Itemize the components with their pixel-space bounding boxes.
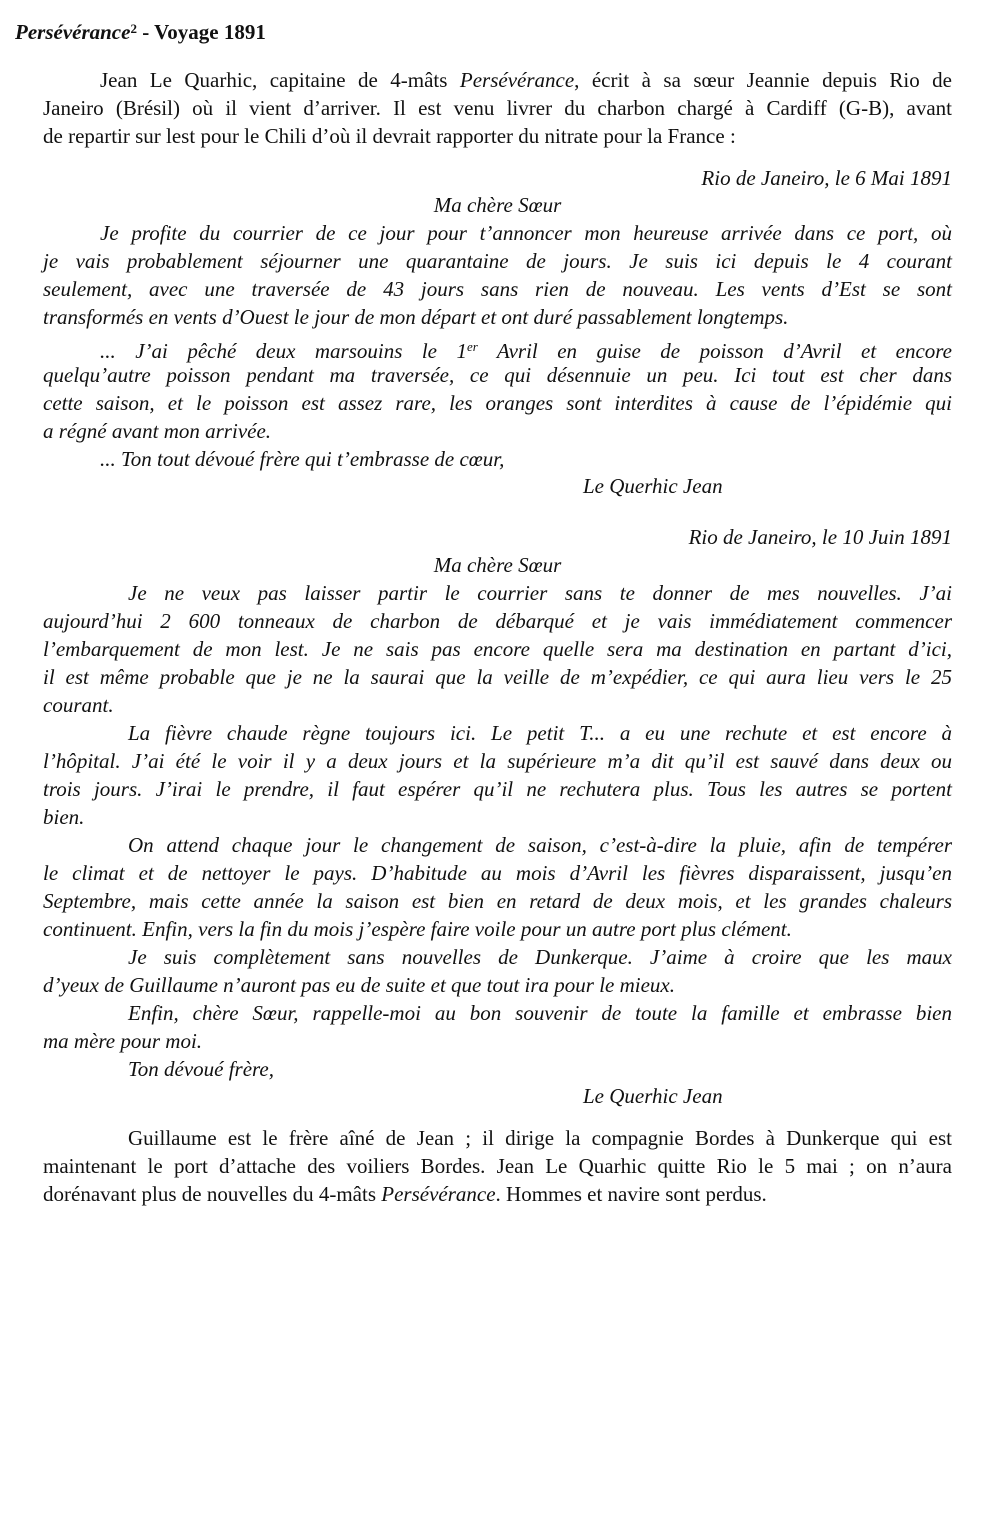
letter1-line: transformés en vents d’Ouest le jour de mon départ et ont duré passablement longtemps.	[43, 305, 789, 329]
epilogue-line-2: maintenant le port d’attache des voiliers Bordes. Jean Le Quarhic quitte Rio le 5 mai ; on n’aura	[43, 1154, 952, 1178]
intro-line-1: Jean Le Quarhic, capitaine de 4-mâts Persévérance, écrit à sa sœur Jeannie depuis Rio de	[100, 68, 952, 92]
letter2-line: le climat et de nettoyer le pays. D’habitude au mois d’Avril les fièvres disparaissent, jusqu’en	[43, 861, 952, 885]
letter1-p2-line: quelqu’autre poisson pendant ma traversée, ce qui désennuie un peu. Ici tout est cher dans	[43, 363, 952, 387]
intro-line-3: de repartir sur lest pour le Chili d’où il devrait rapporter du nitrate pour la France :	[43, 124, 736, 148]
letter2-line: Septembre, mais cette année la saison est bien en retard de deux mois, et les grandes chaleurs	[43, 889, 952, 913]
letter2-line: ma mère pour moi.	[43, 1029, 203, 1053]
letter1-signature: Le Querhic Jean	[583, 474, 723, 498]
letter2-line: courant.	[43, 693, 114, 717]
letter2-line: bien.	[43, 805, 85, 829]
letter2-line: d’yeux de Guillaume n’auront pas eu de suite et que tout ira pour le mieux.	[43, 973, 675, 997]
letter2-line: Enfin, chère Sœur, rappelle-moi au bon souvenir de toute la famille et embrasse bien	[128, 1001, 952, 1025]
letter2-line: l’embarquement de mon lest. Je ne sais pas encore quelle sera ma destination en partant d’ici,	[43, 637, 952, 661]
letter1-salutation: Ma chère Sœur	[433, 193, 562, 217]
epilogue-line-1: Guillaume est le frère aîné de Jean ; il dirige la compagnie Bordes à Dunkerque qui est	[128, 1126, 952, 1150]
title-rest: - Voyage 1891	[136, 20, 266, 44]
letter1-p2-line: a régné avant mon arrivée.	[43, 419, 272, 443]
letter1-closing: ... Ton tout dévoué frère qui t’embrasse de cœur,	[100, 447, 505, 471]
letter2-signature: Le Querhic Jean	[583, 1084, 723, 1108]
title-ship-name: Persévérance	[15, 20, 131, 44]
letter2-line: aujourd’hui 2 600 tonneaux de charbon de débarqué et je vais immédiatement commencer	[43, 609, 952, 633]
letter2-line: On attend chaque jour le changement de saison, c’est-à-dire la pluie, afin de tempérer	[128, 833, 952, 857]
footnote-marker: 2	[130, 21, 137, 36]
letter2-line: Je suis complètement sans nouvelles de Dunkerque. J’aime à croire que les maux	[128, 945, 952, 969]
letter2-line: continuent. Enfin, vers la fin du mois j’espère faire voile pour un autre port plus clément.	[43, 917, 792, 941]
intro-line-2: Janeiro (Brésil) où il vient d’arriver. Il est venu livrer du charbon chargé à Cardiff (G-B), avant	[43, 96, 952, 120]
letter2-line: La fièvre chaude règne toujours ici. Le petit T... a eu une rechute et est encore à	[128, 721, 952, 745]
epilogue-line-3: dorénavant plus de nouvelles du 4-mâts Persévérance. Hommes et navire sont perdus.	[43, 1182, 767, 1206]
letter2-date: Rio de Janeiro, le 10 Juin 1891	[688, 525, 952, 549]
letter2-line: l’hôpital. J’ai été le voir il y a deux jours et la supérieure m’a dit qu’il est sauvé dans deux ou	[43, 749, 952, 773]
letter1-p2-line: cette saison, et le poisson est assez rare, les oranges sont interdites à cause de l’épidémie qui	[43, 391, 952, 415]
letter2-line: trois jours. J’irai le prendre, il faut espérer qu’il ne rechutera plus. Tous les autres se portent	[43, 777, 952, 801]
letter1-line: seulement, avec une traversée de 43 jours sans rien de nouveau. Les vents d’Est se sont	[43, 277, 952, 301]
letter2-line: Je ne veux pas laisser partir le courrier sans te donner de mes nouvelles. J’ai	[128, 581, 952, 605]
page-title	[15, 15, 266, 46]
letter1-line: je vais probablement séjourner une quarantaine de jours. Je suis ici depuis le 4 courant	[43, 249, 952, 273]
letter1-line: Je profite du courrier de ce jour pour t’annoncer mon heureuse arrivée dans ce port, où	[100, 221, 952, 245]
letter2-salutation: Ma chère Sœur	[433, 553, 562, 577]
letter2-closing: Ton dévoué frère,	[128, 1057, 275, 1081]
letter1-date: Rio de Janeiro, le 6 Mai 1891	[701, 166, 952, 190]
letter2-line: il est même probable que je ne la saurai que la veille de m’expédier, ce qui aura lieu vers le 25	[43, 665, 952, 689]
letter1-p2-line: ... J’ai pêché deux marsouins le 1er Avril en guise de poisson d’Avril et encore	[100, 339, 952, 363]
